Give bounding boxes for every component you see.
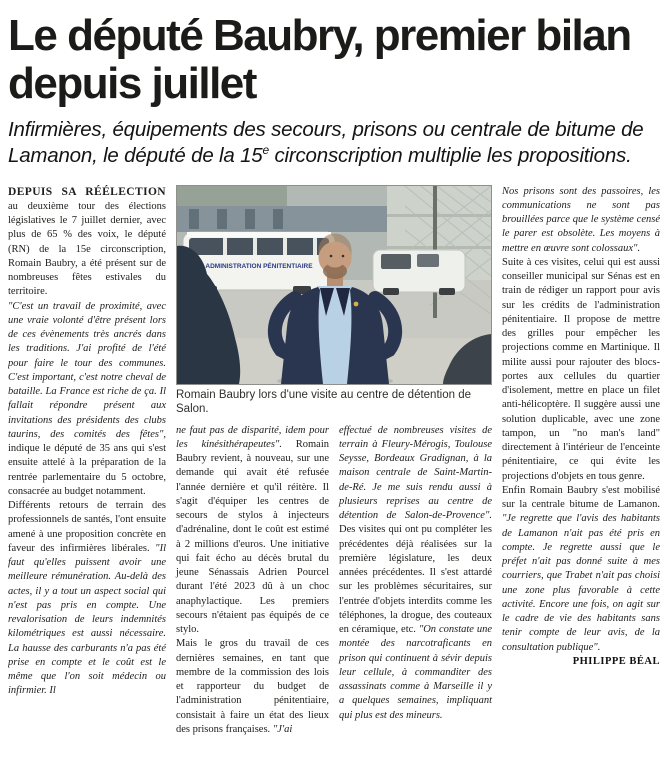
center-block — [176, 185, 492, 762]
column-1 — [8, 185, 166, 762]
paragraph: Différents retours de terrain des professionnels de santés, l'ont ensuite amené à une proposition concrète en faveur des infirmières libérales. "Il faut qu'elles puissent avoir une meilleure rémunération. Au-delà des actes, il y a tout un aspect social qui n'est pas pris en compte. Une revalorisation de leurs indemnités kilométriques est aussi nécessaire. La hausse des carburants n'a pas été prise en compte et le coût est le même que l'on soit médecin ou infirmier. Il — [8, 500, 166, 697]
van-text: ADMINISTRATION PÉNITENTIAIRE — [205, 262, 313, 270]
article-body — [8, 185, 660, 762]
article-photo — [176, 185, 492, 416]
standfirst-part1: Infirmières, équipements des secours, prisons ou centrale de bitume de Lamanon, le député de la 15 — [8, 118, 644, 167]
lapel-pin — [354, 301, 359, 306]
photo-caption: Romain Baubry lors d'une visite au centre de détention de Salon. — [176, 388, 471, 415]
paragraph: DEPUIS SA RÉÉLECTION au deuxième tour des élections législatives le 7 juillet dernier, avec plus de 65 % des voix, le député (RN) de la 15e circonscription, Romain Baubry, a été présent sur de nombreuses fêtes estivales du territoire. — [8, 185, 166, 298]
photo-image — [176, 185, 492, 385]
white-car — [373, 250, 465, 295]
column-2 — [176, 424, 329, 738]
standfirst-part2: circonscription multiplie les propositions. — [268, 143, 632, 167]
photo-illustration — [177, 186, 491, 384]
paragraph: "C'est un travail de proximité, avec une vraie volonté d'être présent lors de ces évènements très ancrés dans les traditions. J'ai profité de l'été pour faire le tour des communes. C'est important, c'est notre cheval de bataille. La France est riche de ça. Il fallait répondre présent aux invitations des présidents des clubs taurins, des comités des fêtes", indique le député de 35 ans qui s'est ensuite attelé à la préparation de la rentrée parlementaire du 5 octobre, consacrée au budget notamment. — [8, 300, 166, 497]
page-title: Le député Baubry, premier bilan depuis juillet — [8, 11, 631, 108]
standfirst — [8, 117, 660, 169]
paragraph: ne faut pas de disparité, idem pour les kinésithérapeutes". Romain Baubry revient, à nouveau, sur une demande qui avait été refusée l'année dernière et qu'il réitère. Il s'agit d'équiper les centres de secours de stylos à injecteurs d'adrénaline, dont le coût est estimé à 2 millions d'euros. Une initiative qui fait écho au décès brutal du jeune Sénassais Adrien Pourcel durant l'été 2023 dû à un choc anaphylactique. Les premiers secours n'étaient pas équipés de ce stylo. — [176, 424, 329, 636]
paragraph: Mais le gros du travail de ces dernières semaines, en tant que membre de la commission des lois et rapporteur du budget de l'administration pénitentiaire, consistait à faire un état des lieux des prisons françaises. "J'ai — [176, 638, 329, 735]
paragraph: effectué de nombreuses visites de terrain à Fleury-Mérogis, Toulouse Seysse, Bordeaux Gradignan, à la maison centrale de Saint-Martin-de-Ré. Je me suis rendu aussi à plusieurs reprises au centre de détention de Salon-de-Provence". Des visites qui ont pu compléter les précédentes déjà réalisées sur la première législature, les deux années précédentes. Il s'est attardé sur les problèmes sécuritaires, sur l'entrée d'objets interdits comme les téléphones, la drogue, des couteaux en céramique, etc. "On constate une montée des narcotraficants en prison qui continuent à sévir depuis leur cellule, à commanditer des assassinats comme à Marseille il y a quelques semaines, impliquant qui plus est des mineurs. — [339, 424, 492, 721]
byline: PHILIPPE BÉAL — [572, 655, 660, 667]
standfirst-superscript: e — [262, 143, 269, 158]
middle-columns — [176, 424, 492, 738]
paragraph: Nos prisons sont des passoires, les communications ne sont pas brouillées parce que le système censé le parer est obsolète. Les moyens à mettre en œuvre sont colossaux". — [502, 185, 660, 254]
column-4 — [502, 185, 660, 762]
paragraph: Suite à ces visites, celui qui est aussi conseiller municipal sur Sénas est en train de rédiger un rapport pour avis sur les crédits de l'administration pénitentiaire. Il propose de mettre des grilles pour empêcher les projections comme en Martinique. Il milite aussi pour rajouter des blocs-portes aux cellules du quartier d'isolement, mettre en place un filet anti-hélicoptère. Il suggère aussi une solution duplicable, avec une zone tampon, un "no man's land" directement à l'intérieur de l'enceinte pénitentiaire, ce qui évite les projections d'objets en tous genre. — [502, 256, 660, 482]
column-3 — [339, 424, 492, 738]
paragraph: Enfin Romain Baubry s'est mobilisé sur la centrale bitume de Lamanon. "Je regrette que l'avis des habitants de Lamanon n'ait pas été pris en compte. Je regrette aussi que le préfet n'ait pas donné suite à mes courriers, que Trabet n'ait pas choisi une zone plus favorable à cette activité. Encore une fois, on agit sur le cadre de vie des habitants sans tenir compte de leur avis, de la consultation publique". — [502, 484, 660, 653]
